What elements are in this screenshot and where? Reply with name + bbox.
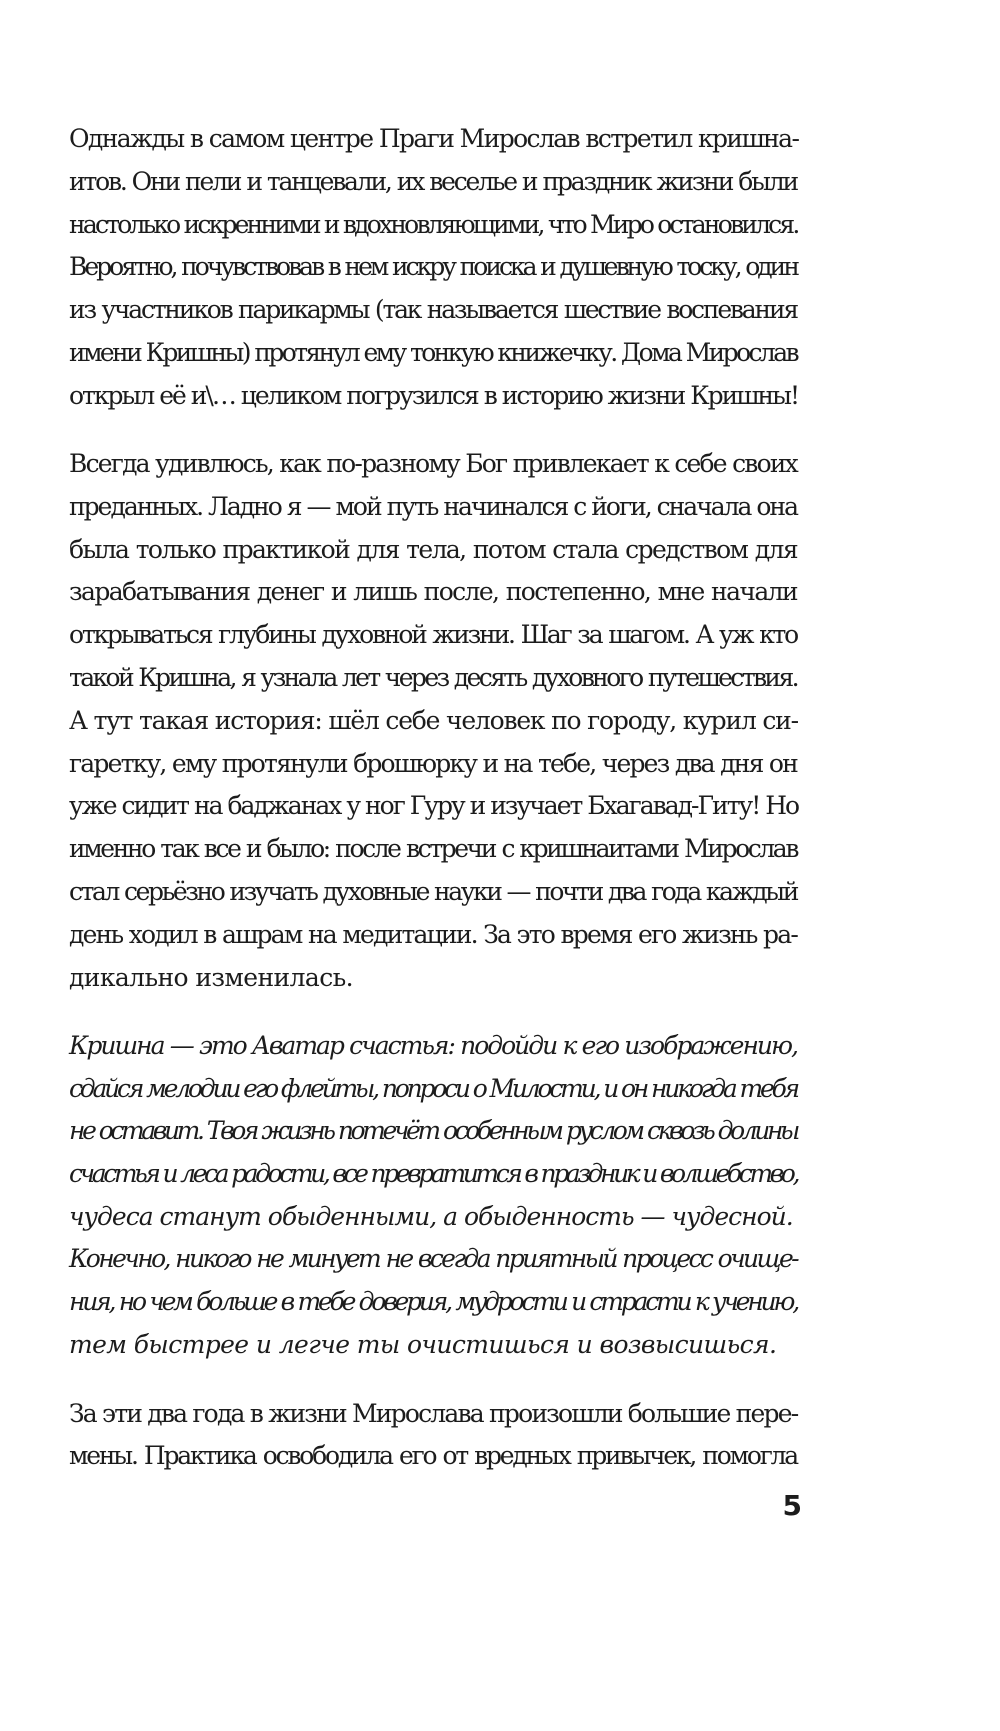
text-line: Однажды в самом центре Праги Мирослав встретил кришна- (69, 124, 799, 153)
text-line: дикально изменилась. (69, 963, 353, 992)
page-number: 5 (782, 1489, 802, 1522)
text-line: Вероятно, почувствовав в нем искру поиска и душевную тоску, один (69, 252, 797, 281)
text-line: стал серьёзно изучать духовные науки — почти два года каждый (69, 877, 797, 906)
text-line: чудеса станут обыденными, а обыденность — чудесной. (69, 1202, 793, 1231)
text-line: Конечно, никого не минует не всегда приятный процесс очище- (69, 1244, 797, 1273)
text-line: гаретку, ему протянули брошюрку и на тебе, через два дня он (69, 749, 797, 778)
text-line: итов. Они пели и танцевали, их веселье и праздник жизни были (69, 167, 797, 196)
text-line: А тут такая история: шёл себе человек по городу, курил си- (69, 706, 798, 735)
text-line: За эти два года в жизни Мирослава произошли большие пере- (69, 1399, 798, 1428)
text-line: сдайся мелодии его флейты, попроси о Милости, и он никогда тебя (69, 1074, 797, 1103)
text-line: была только практикой для тела, потом стала средством для (69, 535, 797, 564)
text-line: из участников парикармы (так называется шествие воспевания (69, 295, 797, 324)
text-line: день ходил в ашрам на медитации. За это время его жизнь ра- (69, 920, 797, 949)
text-line: Кришна — это Аватар счастья: подойди к его изображению, (69, 1031, 797, 1060)
text-line: уже сидит на баджанах у ног Гуру и изучает Бхагавад-Гиту! Но (69, 791, 799, 820)
text-line: имени Кришны) протянул ему тонкую книжечку. Дома Мирослав (69, 338, 797, 367)
text-line: преданных. Ладно я — мой путь начинался с йоги, сначала она (69, 492, 797, 521)
text-line: такой Кришна, я узнала лет через десять духовного путешествия. (69, 663, 797, 692)
text-line: не оставит. Твоя жизнь потечёт особенным руслом сквозь долины (69, 1116, 797, 1145)
text-line: счастья и леса радости, все превратится в праздник и волшебство, (69, 1159, 797, 1188)
text-line: тем быстрее и легче ты очистишься и возвысишься. (69, 1330, 777, 1359)
text-line: Всегда удивлюсь, как по-разному Бог привлекает к себе своих (69, 449, 797, 478)
text-line: открыл её и\… целиком погрузился в историю жизни Кришны! (69, 381, 799, 410)
text-line: настолько искренними и вдохновляющими, что Миро остановился. (69, 210, 798, 239)
text-line: именно так все и было: после встречи с кришнаитами Мирослав (69, 834, 797, 863)
text-line: ния, но чем больше в тебе доверия, мудрости и страсти к учению, (69, 1287, 797, 1316)
text-line: открываться глубины духовной жизни. Шаг за шагом. А уж кто (69, 620, 797, 649)
text-line: мены. Практика освободила его от вредных привычек, помогла (69, 1441, 797, 1470)
text-line: зарабатывания денег и лишь после, постепенно, мне начали (69, 577, 797, 606)
